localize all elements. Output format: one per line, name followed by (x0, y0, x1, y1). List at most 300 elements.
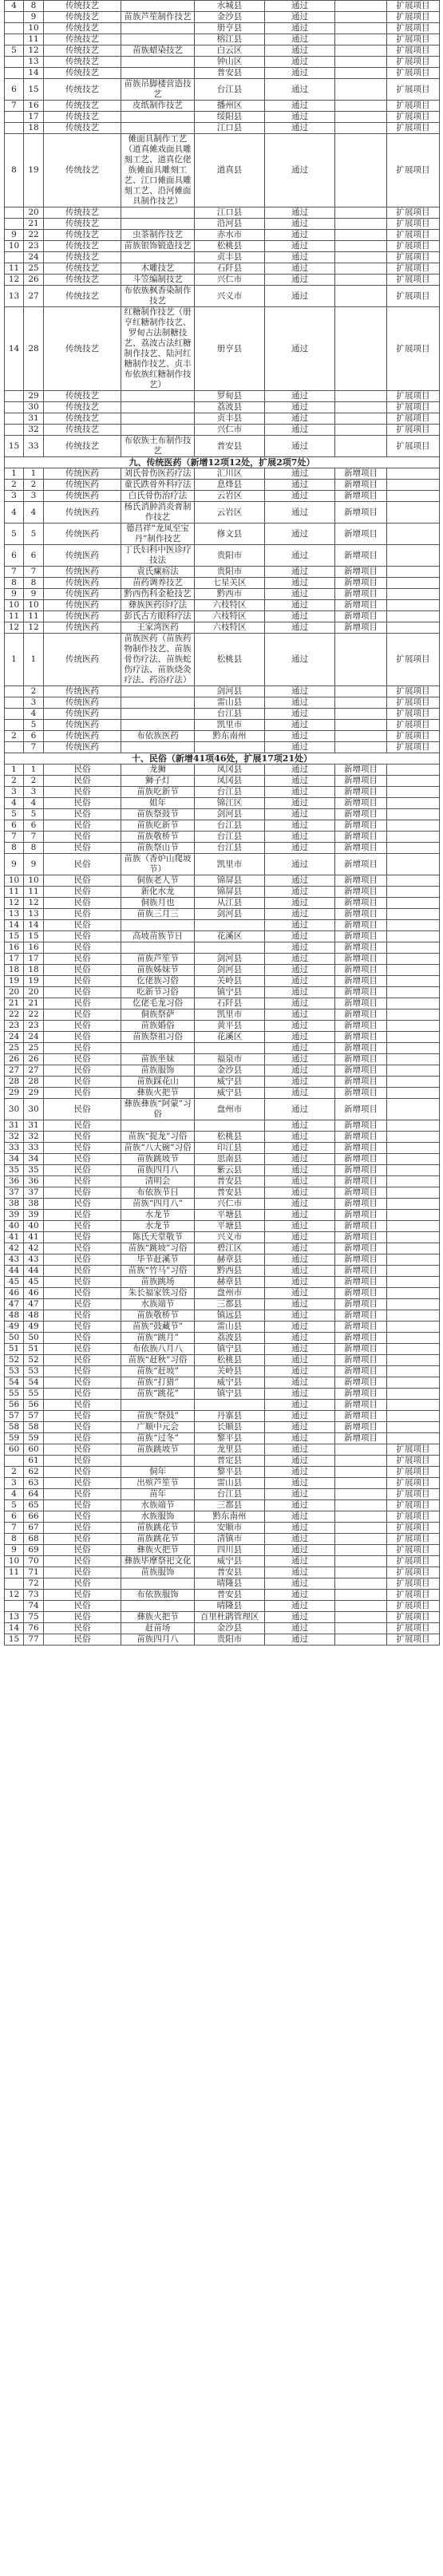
category: 民俗 (44, 1077, 121, 1088)
table-row (5, 263, 440, 275)
group-number: 7 (5, 832, 24, 843)
new-item-flag: 新增项目 (335, 1143, 387, 1154)
category: 民俗 (44, 1199, 121, 1210)
review-result: 通过 (265, 1567, 335, 1578)
region: 黎平县 (195, 1467, 265, 1478)
category: 传统医药 (44, 686, 121, 697)
item-number: 10 (24, 600, 44, 611)
review-result: 通过 (265, 1077, 335, 1088)
item-number: 26 (24, 1054, 44, 1065)
category: 民俗 (44, 1567, 121, 1578)
group-number: 15 (5, 436, 24, 457)
region: 剑河县 (195, 909, 265, 920)
extension-flag (387, 491, 440, 502)
item-number: 13 (24, 909, 44, 920)
extension-flag (387, 976, 440, 987)
new-item-flag (335, 720, 387, 731)
project-name: 苗族“四月八” (121, 1199, 195, 1210)
new-item-flag (335, 230, 387, 241)
region: 黔东南州 (195, 731, 265, 742)
table-row (5, 600, 440, 611)
new-item-flag (335, 101, 387, 112)
project-name: 王家湾医药 (121, 622, 195, 634)
new-item-flag: 新增项目 (335, 809, 387, 820)
item-number: 76 (24, 1623, 44, 1634)
item-number: 6 (24, 731, 44, 742)
category: 民俗 (44, 1389, 121, 1400)
new-item-flag (335, 1634, 387, 1646)
project-name: 仡佬毛龙习俗 (121, 998, 195, 1009)
item-number: 9 (24, 589, 44, 600)
new-item-flag (335, 1567, 387, 1578)
review-result: 通过 (265, 101, 335, 112)
table-row (5, 686, 440, 697)
new-item-flag (335, 123, 387, 134)
extension-flag (387, 1088, 440, 1099)
project-name (121, 219, 195, 230)
project-name (121, 920, 195, 931)
extension-flag: 扩展项目 (387, 1444, 440, 1456)
region: 赤水市 (195, 230, 265, 241)
review-result: 通过 (265, 589, 335, 600)
table-row (5, 1243, 440, 1254)
group-number: 24 (5, 1032, 24, 1043)
review-result: 通过 (265, 57, 335, 68)
project-name: 朱长福家铁习俗 (121, 1288, 195, 1299)
item-number: 38 (24, 1199, 44, 1210)
new-item-flag: 新增项目 (335, 1154, 387, 1165)
review-result: 通过 (265, 976, 335, 987)
extension-flag (387, 1199, 440, 1210)
region: 盘州市 (195, 1099, 265, 1120)
region: 雷山县 (195, 1322, 265, 1333)
group-number: 10 (5, 241, 24, 252)
category: 民俗 (44, 1043, 121, 1054)
table-row (5, 909, 440, 920)
table-row (5, 622, 440, 634)
group-number: 49 (5, 1322, 24, 1333)
review-result: 通过 (265, 1199, 335, 1210)
table-row (5, 23, 440, 34)
group-number: 2 (5, 731, 24, 742)
table-row (5, 413, 440, 425)
group-number: 16 (5, 942, 24, 954)
review-result: 通过 (265, 843, 335, 854)
group-number: 9 (5, 589, 24, 600)
table-row (5, 809, 440, 820)
item-number: 6 (24, 820, 44, 832)
table-row (5, 468, 440, 480)
table-row (5, 854, 440, 875)
category: 民俗 (44, 942, 121, 954)
region: 松桃县 (195, 1355, 265, 1366)
extension-flag (387, 480, 440, 491)
table-row (5, 1254, 440, 1266)
category: 传统技艺 (44, 57, 121, 68)
section-heading-row (5, 753, 440, 765)
review-result: 通过 (265, 898, 335, 909)
region: 百里杜鹃管理区 (195, 1612, 265, 1623)
new-item-flag: 新增项目 (335, 1355, 387, 1366)
table-row (5, 875, 440, 887)
item-number: 8 (24, 578, 44, 589)
project-name (121, 34, 195, 45)
group-number: 5 (5, 1500, 24, 1511)
extension-flag: 扩展项目 (387, 1590, 440, 1601)
region: 贵阳市 (195, 545, 265, 567)
region: 四川县 (195, 1545, 265, 1556)
review-result: 通过 (265, 1310, 335, 1322)
category: 民俗 (44, 1143, 121, 1154)
extension-flag: 扩展项目 (387, 1489, 440, 1500)
group-number: 36 (5, 1176, 24, 1187)
item-number: 2 (24, 686, 44, 697)
new-item-flag: 新增项目 (335, 1099, 387, 1120)
category: 民俗 (44, 854, 121, 875)
project-name: 苗族祭山节 (121, 843, 195, 854)
review-result: 通过 (265, 1344, 335, 1355)
extension-flag (387, 776, 440, 787)
table-row (5, 1567, 440, 1578)
region: 兴仁市 (195, 275, 265, 286)
review-result: 通过 (265, 887, 335, 898)
item-number: 1 (24, 634, 44, 686)
extension-flag (387, 1021, 440, 1032)
item-number: 25 (24, 1043, 44, 1054)
review-result: 通过 (265, 987, 335, 998)
extension-flag (387, 1009, 440, 1021)
group-number (5, 720, 24, 731)
table-row (5, 1612, 440, 1623)
item-number: 23 (24, 1021, 44, 1032)
review-result: 通过 (265, 219, 335, 230)
review-result: 通过 (265, 1456, 335, 1467)
group-number (5, 68, 24, 79)
group-number: 37 (5, 1187, 24, 1199)
table-row (5, 123, 440, 134)
category: 传统医药 (44, 697, 121, 709)
group-number (5, 413, 24, 425)
new-item-flag (335, 1, 387, 12)
extension-flag: 扩展项目 (387, 391, 440, 402)
project-name: 高坡苗族节日 (121, 931, 195, 942)
group-number (5, 402, 24, 413)
region: 晴隆县 (195, 1601, 265, 1612)
item-number: 4 (24, 709, 44, 720)
new-item-flag: 新增项目 (335, 1165, 387, 1176)
extension-flag: 扩展项目 (387, 263, 440, 275)
review-result: 通过 (265, 909, 335, 920)
region: 贞丰县 (195, 252, 265, 263)
extension-flag (387, 1433, 440, 1444)
group-number: 33 (5, 1143, 24, 1154)
category: 民俗 (44, 976, 121, 987)
new-item-flag: 新增项目 (335, 611, 387, 622)
group-number (5, 123, 24, 134)
review-result: 通过 (265, 1009, 335, 1021)
extension-flag (387, 1043, 440, 1054)
project-name: 苗族“打猎” (121, 1377, 195, 1389)
table-row (5, 1355, 440, 1366)
category: 民俗 (44, 798, 121, 809)
table-row (5, 545, 440, 567)
new-item-flag (335, 1467, 387, 1478)
review-result: 通过 (265, 787, 335, 798)
review-result: 通过 (265, 1433, 335, 1444)
review-result: 通过 (265, 1411, 335, 1422)
table-row (5, 742, 440, 753)
group-number: 12 (5, 622, 24, 634)
group-number: 11 (5, 263, 24, 275)
project-name: 侗族老人节 (121, 875, 195, 887)
item-number: 32 (24, 1132, 44, 1143)
region: 雷山县 (195, 697, 265, 709)
region: 台江县 (195, 843, 265, 854)
table-row (5, 241, 440, 252)
category: 民俗 (44, 1478, 121, 1489)
table-row (5, 402, 440, 413)
region: 丹寨县 (195, 1411, 265, 1422)
extension-flag (387, 600, 440, 611)
group-number: 12 (5, 275, 24, 286)
category: 民俗 (44, 1310, 121, 1322)
group-number (5, 34, 24, 45)
group-number: 6 (5, 545, 24, 567)
item-number: 7 (24, 742, 44, 753)
extension-flag (387, 1143, 440, 1154)
region: 凯里市 (195, 1009, 265, 1021)
category: 民俗 (44, 1456, 121, 1467)
new-item-flag: 新增项目 (335, 1065, 387, 1077)
group-number: 1 (5, 468, 24, 480)
project-name: 彝族火把节 (121, 1612, 195, 1623)
extension-flag (387, 1099, 440, 1120)
region: 剑河县 (195, 809, 265, 820)
region: 修文县 (195, 523, 265, 545)
category: 传统技艺 (44, 23, 121, 34)
new-item-flag (335, 436, 387, 457)
extension-flag: 扩展项目 (387, 57, 440, 68)
new-item-flag (335, 425, 387, 436)
project-name: 仡佬族习俗 (121, 976, 195, 987)
extension-flag: 扩展项目 (387, 1, 440, 12)
extension-flag (387, 843, 440, 854)
project-name: 布依族枫香染制作技艺 (121, 286, 195, 307)
new-item-flag (335, 1511, 387, 1523)
review-result: 通过 (265, 854, 335, 875)
extension-flag: 扩展项目 (387, 252, 440, 263)
table-row (5, 286, 440, 307)
table-row (5, 1, 440, 12)
region: 贵阳市 (195, 1634, 265, 1646)
category: 传统医药 (44, 567, 121, 578)
item-number: 69 (24, 1545, 44, 1556)
group-number (5, 686, 24, 697)
table-row (5, 987, 440, 998)
item-number: 4 (24, 502, 44, 523)
group-number: 5 (5, 523, 24, 545)
item-number: 20 (24, 207, 44, 219)
category: 民俗 (44, 920, 121, 931)
category: 传统技艺 (44, 134, 121, 207)
region: 息烽县 (195, 480, 265, 491)
new-item-flag: 新增项目 (335, 1389, 387, 1400)
item-number: 63 (24, 1478, 44, 1489)
group-number: 9 (5, 230, 24, 241)
category: 传统技艺 (44, 252, 121, 263)
review-result: 通过 (265, 634, 335, 686)
region: 贞丰县 (195, 413, 265, 425)
project-table (4, 0, 440, 1646)
group-number: 13 (5, 1612, 24, 1623)
item-number: 58 (24, 1422, 44, 1433)
review-result: 通过 (265, 1254, 335, 1266)
item-number: 35 (24, 1165, 44, 1176)
extension-flag: 扩展项目 (387, 1634, 440, 1646)
new-item-flag (335, 34, 387, 45)
item-number: 11 (24, 887, 44, 898)
extension-flag (387, 1077, 440, 1088)
new-item-flag (335, 1601, 387, 1612)
item-number: 1 (24, 468, 44, 480)
region: 云岩区 (195, 502, 265, 523)
item-number: 64 (24, 1489, 44, 1500)
review-result: 通过 (265, 832, 335, 843)
region: 花溪区 (195, 1032, 265, 1043)
table-row (5, 1400, 440, 1411)
table-row (5, 931, 440, 942)
group-number: 22 (5, 1009, 24, 1021)
region (195, 942, 265, 954)
new-item-flag (335, 307, 387, 391)
review-result: 通过 (265, 1389, 335, 1400)
item-number: 46 (24, 1288, 44, 1299)
extension-flag: 扩展项目 (387, 123, 440, 134)
group-number: 59 (5, 1433, 24, 1444)
region: 云岩区 (195, 491, 265, 502)
extension-flag: 扩展项目 (387, 1545, 440, 1556)
group-number: 8 (5, 1534, 24, 1545)
extension-flag: 扩展项目 (387, 697, 440, 709)
group-number: 8 (5, 843, 24, 854)
group-number: 52 (5, 1355, 24, 1366)
category: 传统医药 (44, 491, 121, 502)
extension-flag: 扩展项目 (387, 413, 440, 425)
extension-flag: 扩展项目 (387, 731, 440, 742)
new-item-flag: 新增项目 (335, 942, 387, 954)
extension-flag (387, 589, 440, 600)
extension-flag: 扩展项目 (387, 1478, 440, 1489)
region: 兴义市 (195, 286, 265, 307)
table-row (5, 1120, 440, 1132)
extension-flag: 扩展项目 (387, 1523, 440, 1534)
project-name (121, 1578, 195, 1590)
project-name: 水族端节 (121, 1500, 195, 1511)
region: 榕江县 (195, 34, 265, 45)
item-number: 49 (24, 1322, 44, 1333)
category: 民俗 (44, 1132, 121, 1143)
extension-flag (387, 909, 440, 920)
region: 镇远县 (195, 1310, 265, 1322)
item-number: 19 (24, 134, 44, 207)
project-name: 水龙节 (121, 1210, 195, 1221)
review-result: 通过 (265, 23, 335, 34)
item-number: 75 (24, 1612, 44, 1623)
extension-flag (387, 1221, 440, 1232)
table-row (5, 1623, 440, 1634)
category: 传统医药 (44, 578, 121, 589)
project-name (121, 742, 195, 753)
region: 镇宁县 (195, 1344, 265, 1355)
project-name: 苗族跳花节 (121, 1534, 195, 1545)
project-name: 苗族“祭鼓” (121, 1411, 195, 1422)
region: 兴义市 (195, 1232, 265, 1243)
region: 镇宁县 (195, 1389, 265, 1400)
review-result: 通过 (265, 1210, 335, 1221)
item-number: 13 (24, 57, 44, 68)
category: 传统技艺 (44, 402, 121, 413)
table-row (5, 480, 440, 491)
project-name: 彝族毕摩祭祀文化 (121, 1556, 195, 1567)
group-number: 14 (5, 1623, 24, 1634)
review-result: 通过 (265, 1322, 335, 1333)
item-number: 72 (24, 1578, 44, 1590)
extension-flag: 扩展项目 (387, 1511, 440, 1523)
project-name: 彭氏古方眼科疗法 (121, 611, 195, 622)
extension-flag (387, 611, 440, 622)
table-row (5, 1500, 440, 1511)
new-item-flag: 新增项目 (335, 589, 387, 600)
group-number: 7 (5, 1523, 24, 1534)
project-name: 苗族三月三 (121, 909, 195, 920)
new-item-flag (335, 12, 387, 23)
project-name: 苗族银饰锻造技艺 (121, 241, 195, 252)
item-number: 44 (24, 1266, 44, 1277)
extension-flag (387, 832, 440, 843)
extension-flag (387, 1176, 440, 1187)
new-item-flag: 新增项目 (335, 1333, 387, 1344)
project-name: 苗族跳坡节 (121, 1154, 195, 1165)
item-number: 68 (24, 1534, 44, 1545)
item-number: 30 (24, 402, 44, 413)
group-number: 58 (5, 1422, 24, 1433)
region: 福泉市 (195, 1054, 265, 1065)
extension-flag: 扩展项目 (387, 101, 440, 112)
extension-flag (387, 1288, 440, 1299)
review-result: 通过 (265, 567, 335, 578)
table-row (5, 787, 440, 798)
region: 普安县 (195, 1187, 265, 1199)
review-result: 通过 (265, 965, 335, 976)
region: 紫云县 (195, 1165, 265, 1176)
extension-flag (387, 987, 440, 998)
review-result: 通过 (265, 931, 335, 942)
project-name (121, 1601, 195, 1612)
table-row (5, 1277, 440, 1288)
project-name: 虫茶制作技艺 (121, 230, 195, 241)
extension-flag: 扩展项目 (387, 1623, 440, 1634)
project-name (121, 697, 195, 709)
new-item-flag (335, 1623, 387, 1634)
new-item-flag: 新增项目 (335, 998, 387, 1009)
region: 白云区 (195, 45, 265, 57)
table-row (5, 898, 440, 909)
new-item-flag: 新增项目 (335, 1221, 387, 1232)
review-result: 通过 (265, 1043, 335, 1054)
project-name (121, 425, 195, 436)
region: 晴隆县 (195, 1578, 265, 1590)
project-name: 布依族节日 (121, 1187, 195, 1199)
